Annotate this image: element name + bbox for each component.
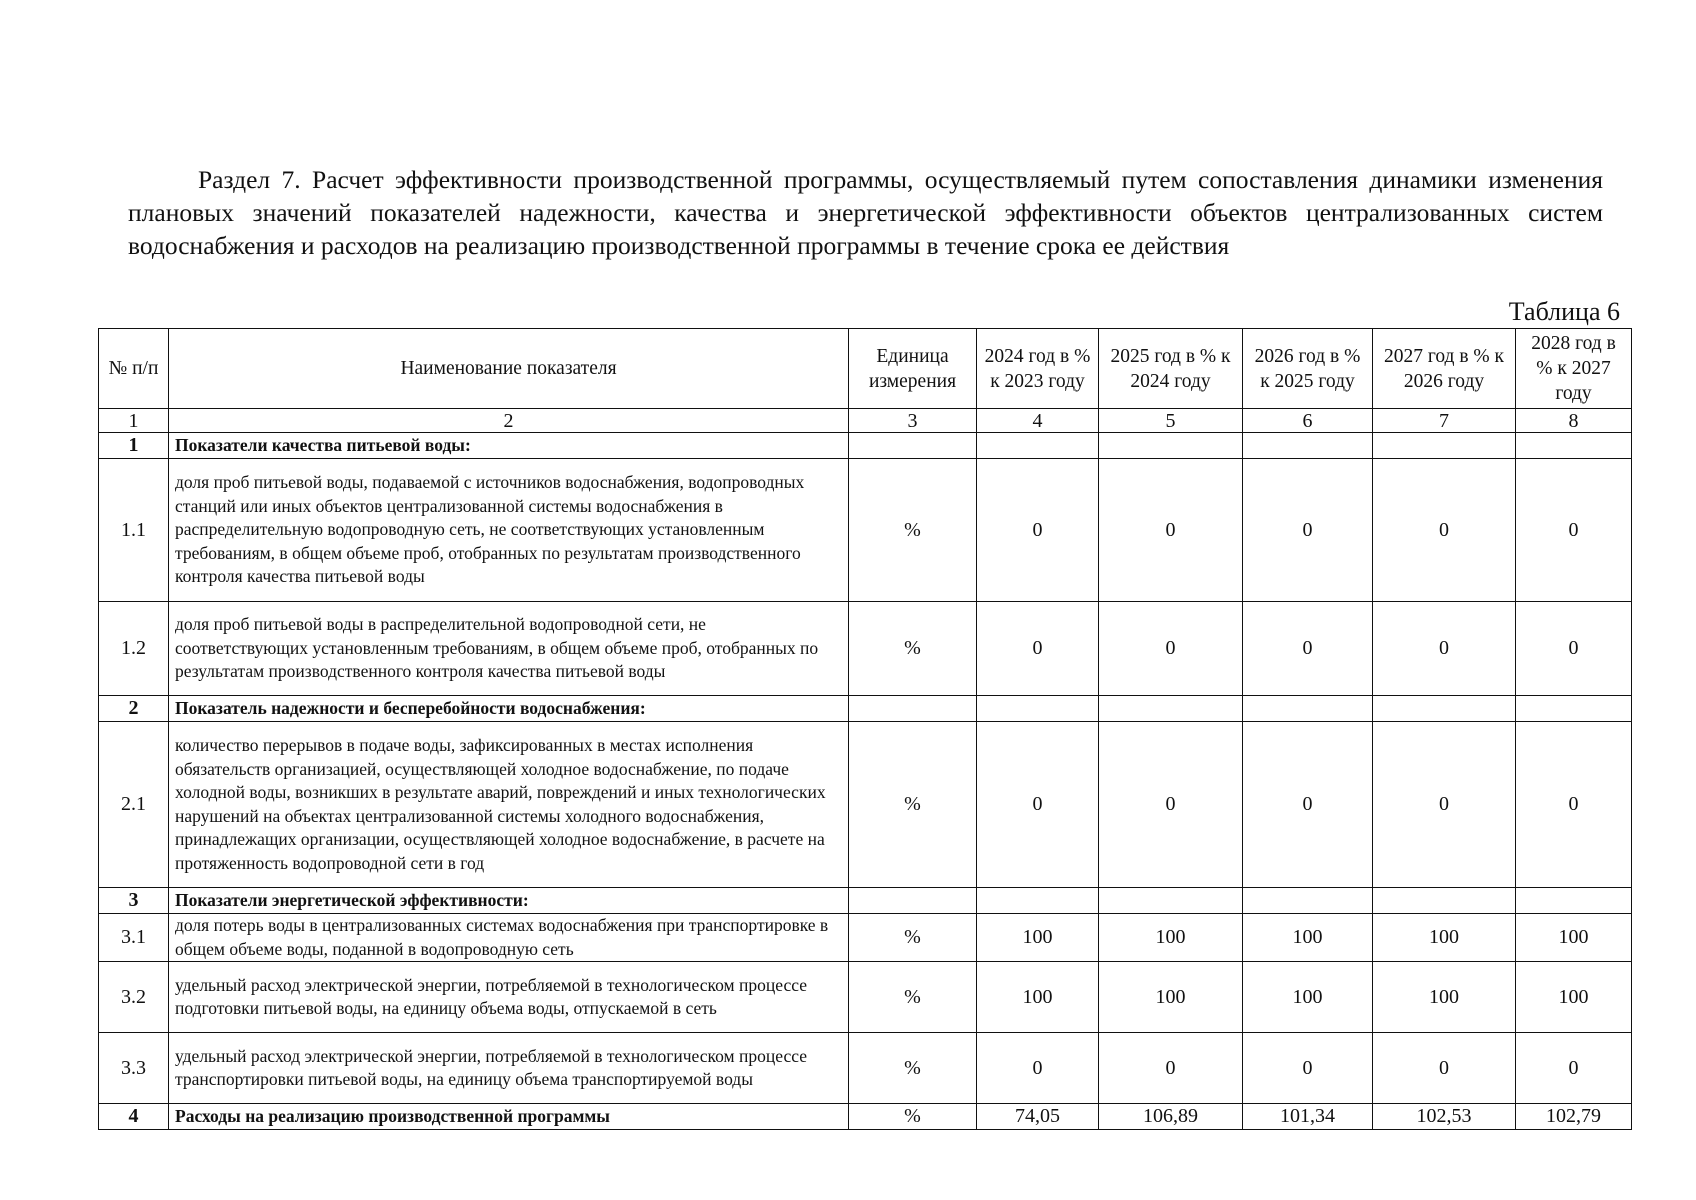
row-number: 2.1 [99,722,169,888]
row-unit [849,433,977,459]
row-value [1516,888,1632,914]
row-value: 0 [1516,722,1632,888]
row-value [1243,696,1373,722]
table-row-section [99,433,1632,459]
row-value: 0 [1516,602,1632,696]
column-number: 3 [849,409,977,433]
header-unit: Единица измерения [849,329,977,409]
row-value: 100 [1373,962,1516,1033]
row-name: доля проб питьевой воды, подаваемой с источников водоснабжения, водопроводных станций или иных объектов централизованной системы водоснабжения в распределительную водопроводную сеть, не соответствующих установленным требованиям, в общем объеме проб, отобранных по результатам производственного контроля качества питьевой воды [169,459,849,602]
table-row [99,962,1632,1033]
row-name: доля проб питьевой воды в распределительной водопроводной сети, не соответствующих установленным требованиям, в общем объеме проб, отобранных по результатам производственного контроля качества питьевой воды [169,602,849,696]
row-number: 3.3 [99,1033,169,1104]
row-name: количество перерывов в подаче воды, зафиксированных в местах исполнения обязательств организацией, осуществляющей холодное водоснабжение, по подаче холодной воды, возникших в результате аварий, повреждений и иных технологических нарушений на объектах централизованной системы холодного водоснабжения, принадлежащих организации, осуществляющей холодное водоснабжение, в расчете на протяженность водопроводной сети в год [169,722,849,888]
row-value: 0 [1373,722,1516,888]
row-unit: % [849,962,977,1033]
row-value: 100 [977,962,1099,1033]
table-row [99,602,1632,696]
row-value: 100 [1516,962,1632,1033]
row-value [1099,433,1243,459]
row-number: 2 [99,696,169,722]
row-value: 102,79 [1516,1104,1632,1130]
column-number: 6 [1243,409,1373,433]
row-number: 1.1 [99,459,169,602]
row-value: 0 [977,459,1099,602]
row-number: 3 [99,888,169,914]
row-value [977,888,1099,914]
table-row [99,1033,1632,1104]
row-value [1099,696,1243,722]
row-value: 0 [1099,1033,1243,1104]
table-row [99,722,1632,888]
table-caption: Таблица 6 [1508,297,1620,326]
row-value [1373,433,1516,459]
row-number: 3.1 [99,914,169,962]
row-value [977,696,1099,722]
row-unit: % [849,914,977,962]
row-value [1516,433,1632,459]
row-value: 0 [977,1033,1099,1104]
row-value [1243,888,1373,914]
row-value: 100 [977,914,1099,962]
row-value: 0 [1243,459,1373,602]
header-year-2024: 2024 год в % к 2023 году [977,329,1099,409]
row-number: 1 [99,433,169,459]
table-row-section [99,696,1632,722]
row-value: 102,53 [1373,1104,1516,1130]
header-year-2028: 2028 год в % к 2027 году [1516,329,1632,409]
table-row-total [99,1104,1632,1130]
column-number-row [99,409,1632,433]
table-row [99,914,1632,962]
row-value: 0 [1099,459,1243,602]
row-value: 0 [1373,602,1516,696]
row-value: 100 [1243,914,1373,962]
row-value: 100 [1099,962,1243,1033]
row-value: 100 [1373,914,1516,962]
row-value: 0 [1373,1033,1516,1104]
row-value [977,433,1099,459]
header-name: Наименование показателя [169,329,849,409]
column-number: 5 [1099,409,1243,433]
row-value: 0 [1373,459,1516,602]
header-year-2026: 2026 год в % к 2025 году [1243,329,1373,409]
row-value: 100 [1099,914,1243,962]
column-number: 2 [169,409,849,433]
header-year-2025: 2025 год в % к 2024 году [1099,329,1243,409]
row-name: удельный расход электрической энергии, потребляемой в технологическом процессе подготовки питьевой воды, на единицу объема воды, отпускаемой в сеть [169,962,849,1033]
row-name: Показатель надежности и бесперебойности водоснабжения: [169,696,849,722]
section-heading: Раздел 7. Расчет эффективности производственной программы, осуществляемый путем сопоставления динамики изменения плановых значений показателей надежности, качества и энергетической эффективности объектов централизованных систем водоснабжения и расходов на реализацию производственной программы в течение срока ее действия [128,165,1603,260]
row-name: удельный расход электрической энергии, потребляемой в технологическом процессе транспортировки питьевой воды, на единицу объема транспортируемой воды [169,1033,849,1104]
row-unit: % [849,602,977,696]
row-number: 3.2 [99,962,169,1033]
row-name: Показатели энергетической эффективности: [169,888,849,914]
column-number: 7 [1373,409,1516,433]
row-value: 0 [1243,602,1373,696]
row-unit [849,888,977,914]
row-unit: % [849,722,977,888]
row-value: 0 [977,722,1099,888]
table-row-section [99,888,1632,914]
header-no: № п/п [99,329,169,409]
row-value: 74,05 [977,1104,1099,1130]
header-year-2027: 2027 год в % к 2026 году [1373,329,1516,409]
row-unit: % [849,1033,977,1104]
column-number: 8 [1516,409,1632,433]
column-number: 4 [977,409,1099,433]
row-number: 4 [99,1104,169,1130]
row-name: Показатели качества питьевой воды: [169,433,849,459]
row-unit: % [849,1104,977,1130]
row-value [1373,696,1516,722]
row-value: 100 [1516,914,1632,962]
row-value: 106,89 [1099,1104,1243,1130]
indicators-table [98,328,1632,1130]
row-name: доля потерь воды в централизованных системах водоснабжения при транспортировке в общем объеме воды, поданной в водопроводную сеть [169,914,849,962]
row-value: 0 [1516,459,1632,602]
row-number: 1.2 [99,602,169,696]
row-value [1243,433,1373,459]
row-value: 0 [1243,1033,1373,1104]
row-value: 0 [1243,722,1373,888]
row-name: Расходы на реализацию производственной программы [169,1104,849,1130]
header-row [99,329,1632,409]
row-value: 101,34 [1243,1104,1373,1130]
row-value: 0 [1516,1033,1632,1104]
row-unit [849,696,977,722]
table-row [99,459,1632,602]
row-value [1373,888,1516,914]
row-value [1516,696,1632,722]
row-value: 0 [1099,602,1243,696]
row-value [1099,888,1243,914]
row-value: 0 [977,602,1099,696]
row-unit: % [849,459,977,602]
row-value: 100 [1243,962,1373,1033]
row-value: 0 [1099,722,1243,888]
column-number: 1 [99,409,169,433]
